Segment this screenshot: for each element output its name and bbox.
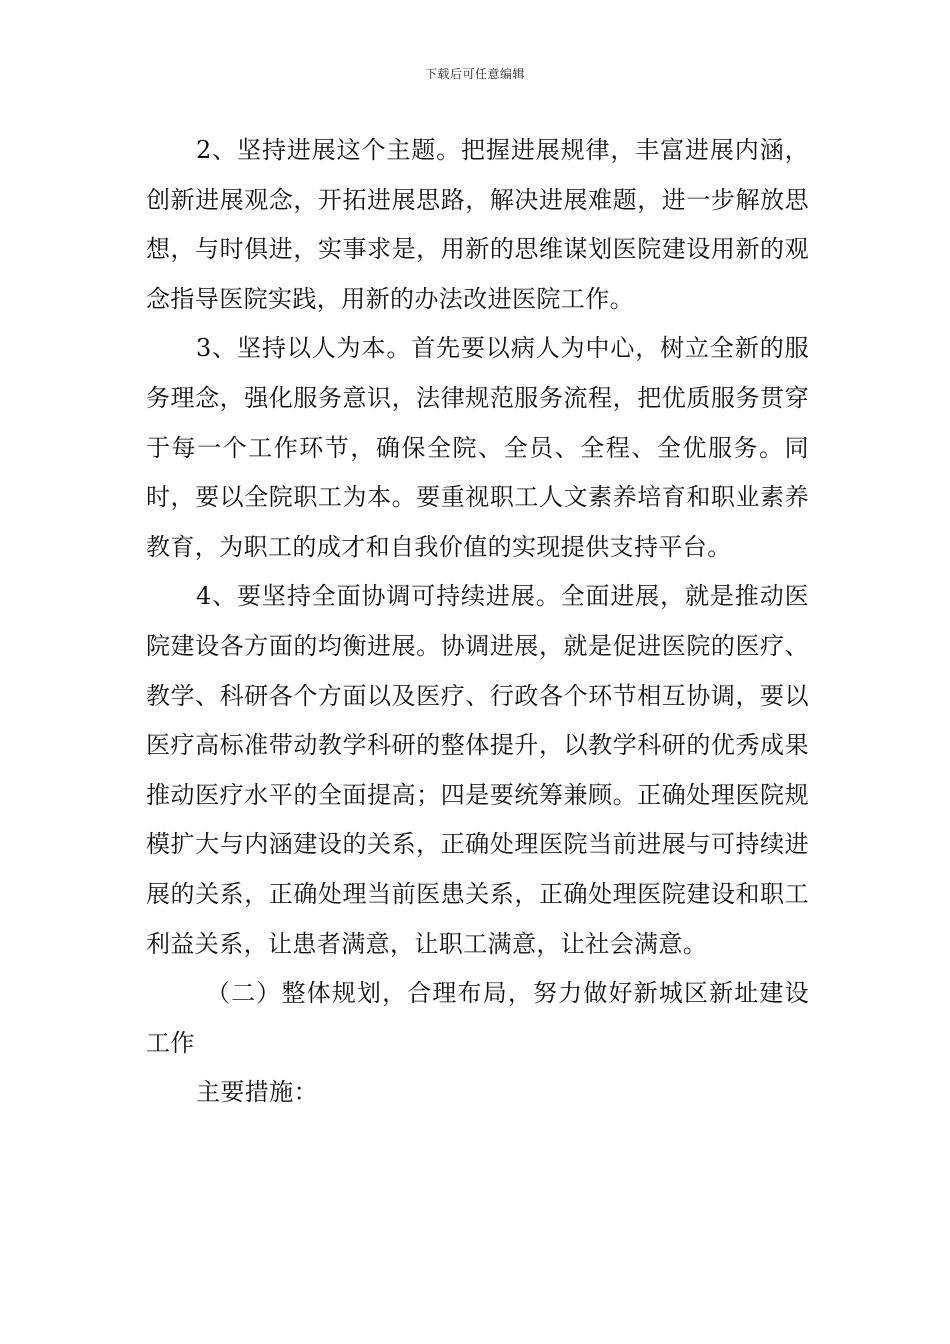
page-header: 下载后可任意编辑 xyxy=(424,67,525,81)
paragraph-principle-3: 3、坚持以人为本。首先要以病人为中心，树立全新的服务理念，强化服务意识，法律规范服务流程，把优质服务贯穿于每一个工作环节，确保全院、全员、全程、全优服务。同时，要以全院职工为本。要重视职工人文素养培育和职业素养教育，为职工的成才和自我价值的实现提供支持平台。 xyxy=(146,334,809,561)
paragraph-principle-4: 4、要坚持全面协调可持续进展。全面进展，就是推动医院建设各方面的均衡进展。协调进展，就是促进医院的医疗、教学、科研各个方面以及医疗、行政各个环节相互协调，要以医疗高标准带动教学科研的整体提升，以教学科研的优秀成果推动医疗水平的全面提高；四是要统筹兼顾。正确处理医院规模扩大与内涵建设的关系，正确处理医院当前进展与可持续进展的关系，正确处理当前医患关系，正确处理医院建设和职工利益关系，让患者满意，让职工满意，让社会满意。 xyxy=(146,582,809,958)
section-heading-2: （二）整体规划，合理布局，努力做好新城区新址建设工作 xyxy=(146,979,809,1057)
paragraph-main-measures: 主要措施： xyxy=(196,1078,318,1107)
paragraph-principle-2: 2、坚持进展这个主题。把握进展规律，丰富进展内涵，创新进展观念，开拓进展思路，解决进展难题，进一步解放思想，与时俱进，实事求是，用新的思维谋划医院建设用新的观念指导医院实践，用新的办法改进医院工作。 xyxy=(146,136,809,313)
document-body xyxy=(146,126,809,1118)
